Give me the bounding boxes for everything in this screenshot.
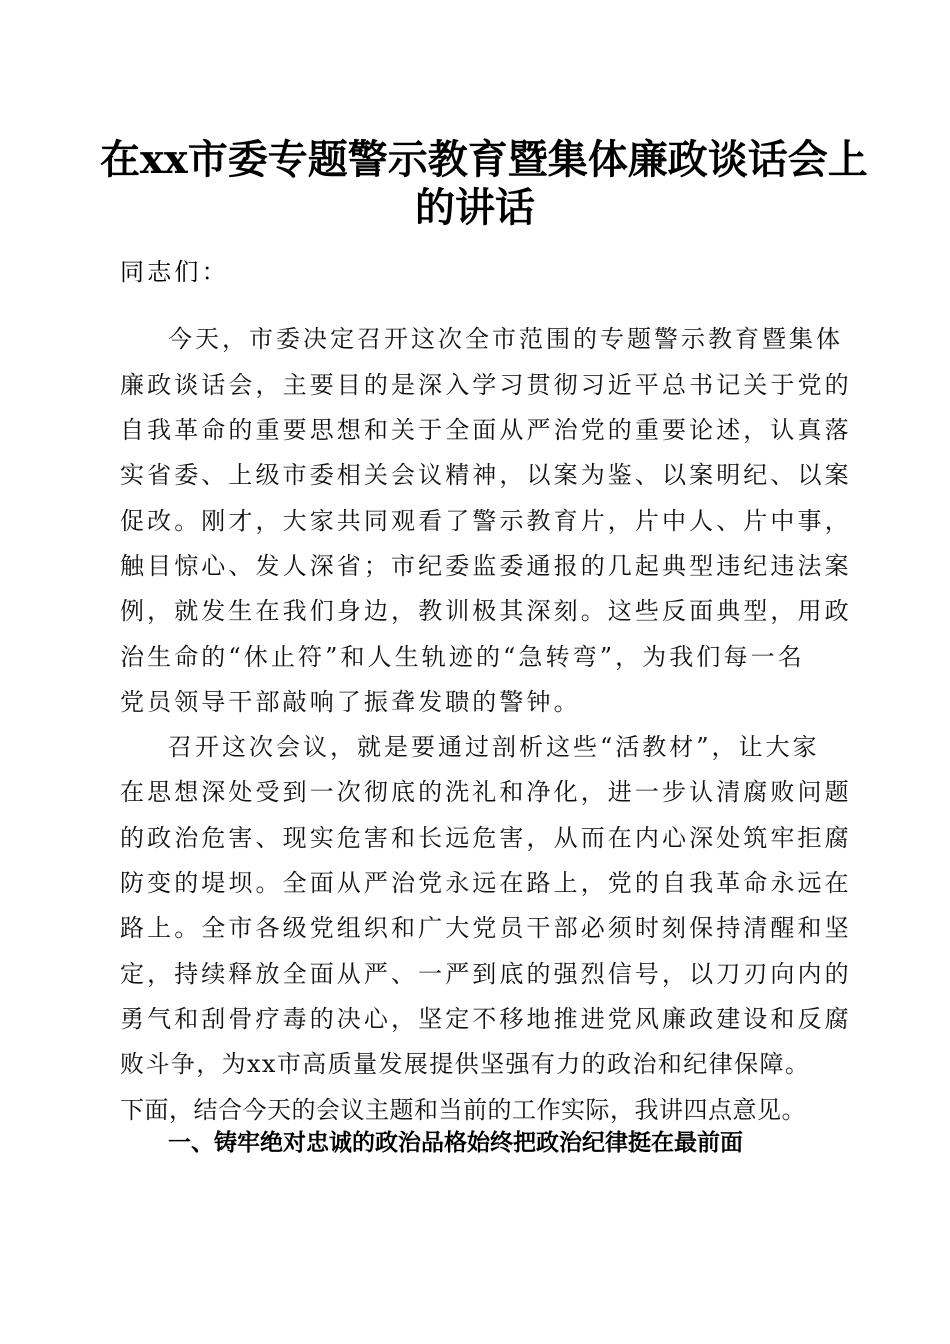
paragraph-line: 路上。全市各级党组织和广大党员干部必须时刻保持清醒和坚 <box>120 914 852 942</box>
paragraph-line: 治生命的“休止符”和人生轨迹的“急转弯”，为我们每一名 <box>120 643 805 671</box>
title-line-2: 的讲话 <box>415 184 535 231</box>
paragraph-line: 败斗争，为xx市高质量发展提供坚强有力的政治和纪律保障。 <box>120 1050 811 1078</box>
paragraph-line: 的政治危害、现实危害和长远危害，从而在内心深处筑牢拒腐 <box>120 824 852 852</box>
paragraph-line: 勇气和刮骨疗毒的决心，坚定不移地推进党风廉政建设和反腐 <box>120 1005 852 1033</box>
paragraph-line: 促改。刚才，大家共同观看了警示教育片，片中人、片中事， <box>120 507 852 535</box>
section-heading-1: 一、铸牢绝对忠诚的政治品格始终把政治纪律挺在最前面 <box>168 1130 743 1156</box>
paragraph-line: 党员领导干部敲响了振聋发聩的警钟。 <box>120 688 581 716</box>
paragraph-line: 廉政谈话会，主要目的是深入学习贯彻习近平总书记关于党的 <box>120 371 852 399</box>
title-line-1: 在xx市委专题警示教育暨集体廉政谈话会上 <box>100 136 868 183</box>
document-title <box>100 136 868 232</box>
salutation: 同志们： <box>120 258 229 286</box>
paragraph-line: 今天，市委决定召开这次全市范围的专题警示教育暨集体 <box>168 325 843 353</box>
paragraph-line: 例，就发生在我们身边，教训极其深刻。这些反面典型，用政 <box>120 597 852 625</box>
paragraph-line: 防变的堤坝。全面从严治党永远在路上，党的自我革命永远在 <box>120 869 852 897</box>
paragraph-line: 在思想深处受到一次彻底的洗礼和净化，进一步认清腐败问题 <box>120 778 852 806</box>
paragraph-line: 实省委、上级市委相关会议精神，以案为鉴、以案明纪、以案 <box>120 461 852 489</box>
paragraph-line: 定，持续释放全面从严、一严到底的强烈信号，以刀刃向内的 <box>120 960 852 988</box>
paragraph-line: 触目惊心、发人深省；市纪委监委通报的几起典型违纪违法案 <box>120 552 852 580</box>
paragraph-line: 下面，结合今天的会议主题和当前的工作实际，我讲四点意见。 <box>120 1096 806 1124</box>
paragraph-line: 召开这次会议，就是要通过剖析这些“活教材”，让大家 <box>168 733 820 761</box>
paragraph-line: 自我革命的重要思想和关于全面从严治党的重要论述，认真落 <box>120 416 852 444</box>
